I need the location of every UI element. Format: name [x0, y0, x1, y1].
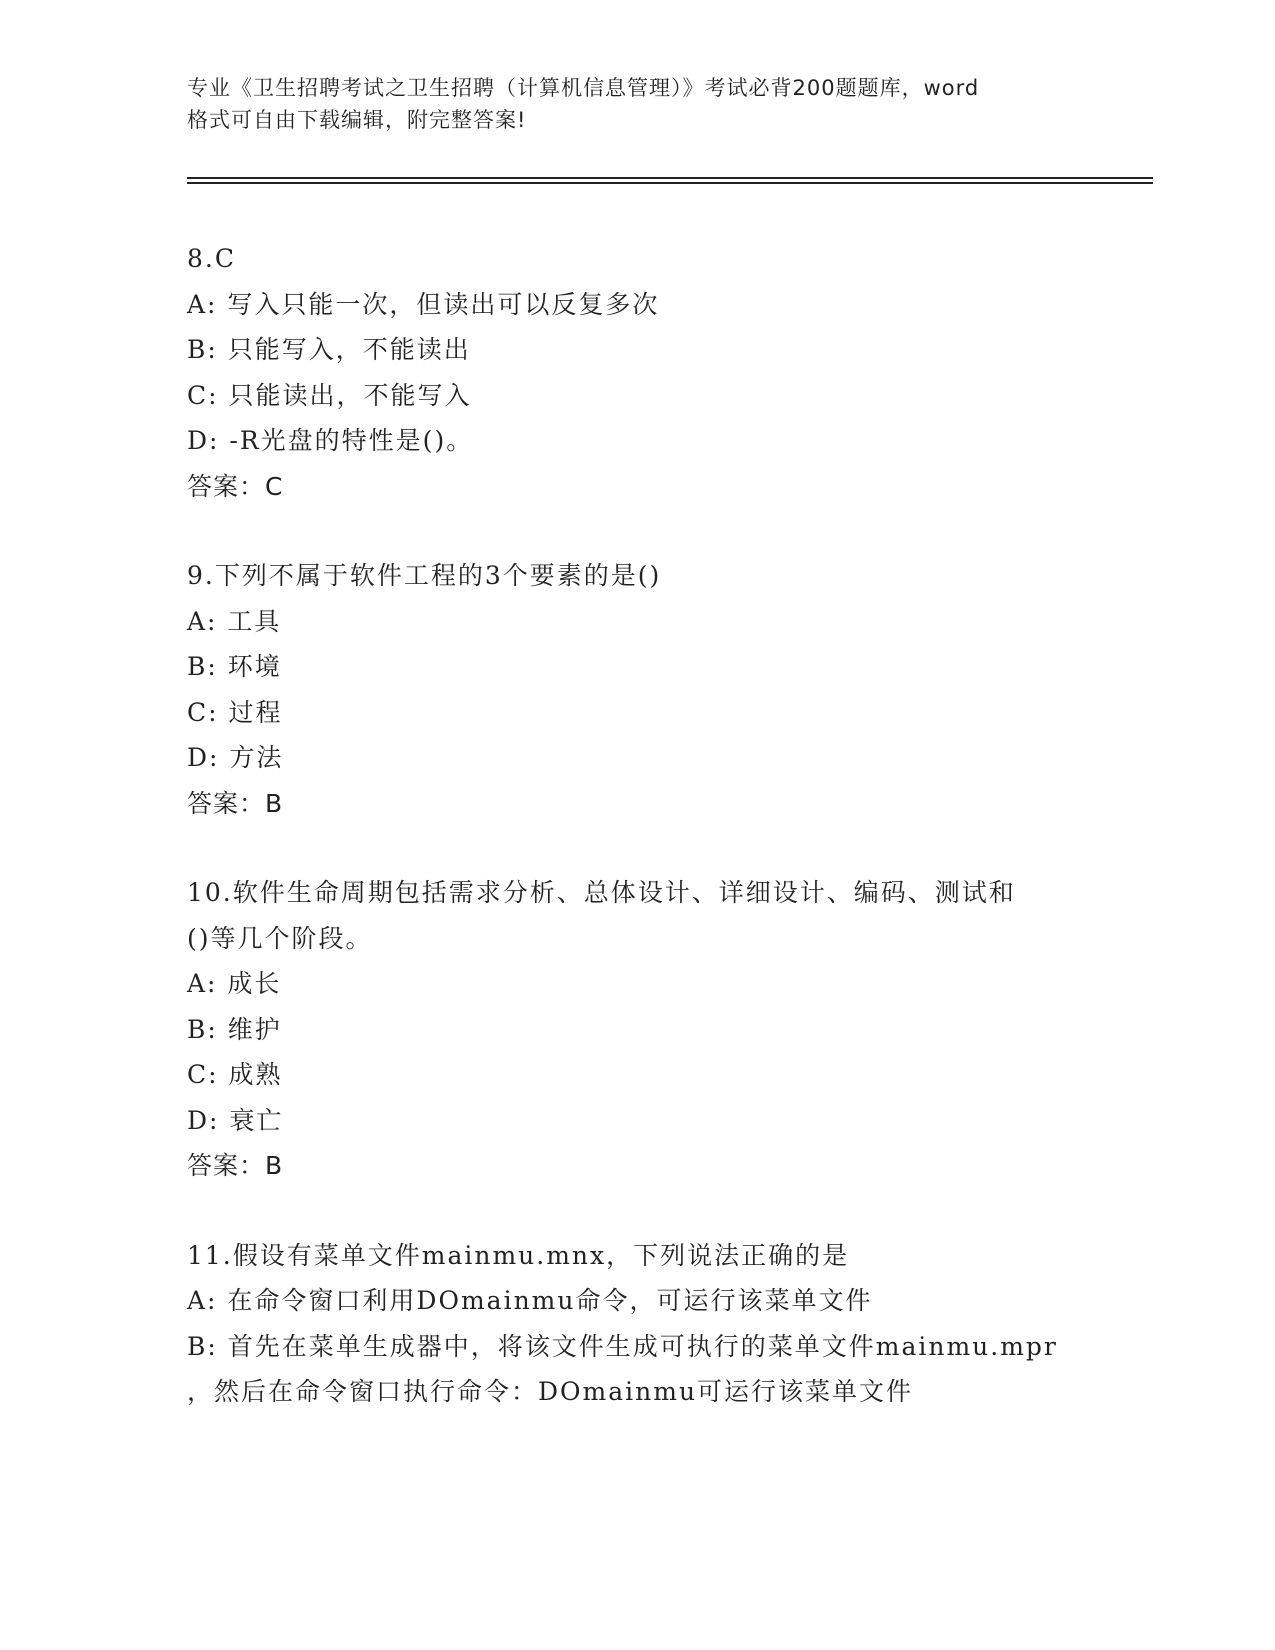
header-divider-bottom	[187, 182, 1153, 184]
question-stem: 11.假设有菜单文件mainmu.mnx，下列说法正确的是	[187, 1240, 850, 1270]
option-c: C: 成熟	[187, 1060, 283, 1089]
question-stem: 10.软件生命周期包括需求分析、总体设计、详细设计、编码、测试和	[187, 878, 1016, 907]
question-stem-continued: ()等几个阶段。	[187, 923, 373, 953]
header-line-2: 格式可自由下载编辑，附完整答案!	[187, 108, 527, 132]
question-block-9	[187, 553, 1087, 826]
question-stem: 8.C	[187, 244, 236, 273]
option-b: B: 维护	[187, 1014, 282, 1044]
header-line-1: 专业《卫生招聘考试之卫生招聘（计算机信息管理）》考试必背200题题库，word	[187, 76, 980, 100]
option-d: D: 方法	[187, 743, 284, 772]
option-b: B: 环境	[187, 652, 282, 681]
option-c: C: 过程	[187, 697, 283, 727]
option-a: A: 成长	[187, 969, 282, 998]
option-c: C: 只能读出，不能写入	[187, 380, 472, 410]
header-divider-top	[187, 177, 1153, 179]
question-list	[187, 236, 1087, 1415]
answer-label: 答案：B	[187, 788, 284, 818]
document-header	[187, 72, 1087, 136]
question-spacer	[187, 826, 1087, 870]
question-block-11	[187, 1233, 1087, 1415]
option-a: A: 工具	[187, 606, 282, 636]
option-d: D: -R光盘的特性是()。	[187, 426, 474, 455]
question-spacer	[187, 1189, 1087, 1233]
option-a: A: 在命令窗口利用DOmainmu命令，可运行该菜单文件	[187, 1286, 873, 1315]
option-a: A: 写入只能一次，但读出可以反复多次	[187, 289, 660, 319]
question-stem: 9.下列不属于软件工程的3个要素的是()	[187, 561, 662, 590]
answer-label: 答案：B	[187, 1151, 284, 1180]
question-spacer	[187, 509, 1087, 553]
option-b: B: 只能写入，不能读出	[187, 335, 471, 364]
option-b: B: 首先在菜单生成器中，将该文件生成可执行的菜单文件mainmu.mpr	[187, 1331, 1058, 1361]
question-block-8	[187, 236, 1087, 509]
question-block-10	[187, 870, 1087, 1189]
option-d: D: 衰亡	[187, 1105, 284, 1135]
answer-label: 答案：C	[187, 471, 284, 501]
option-b-continued: ，然后在命令窗口执行命令：DOmainmu可运行该菜单文件	[187, 1377, 914, 1406]
